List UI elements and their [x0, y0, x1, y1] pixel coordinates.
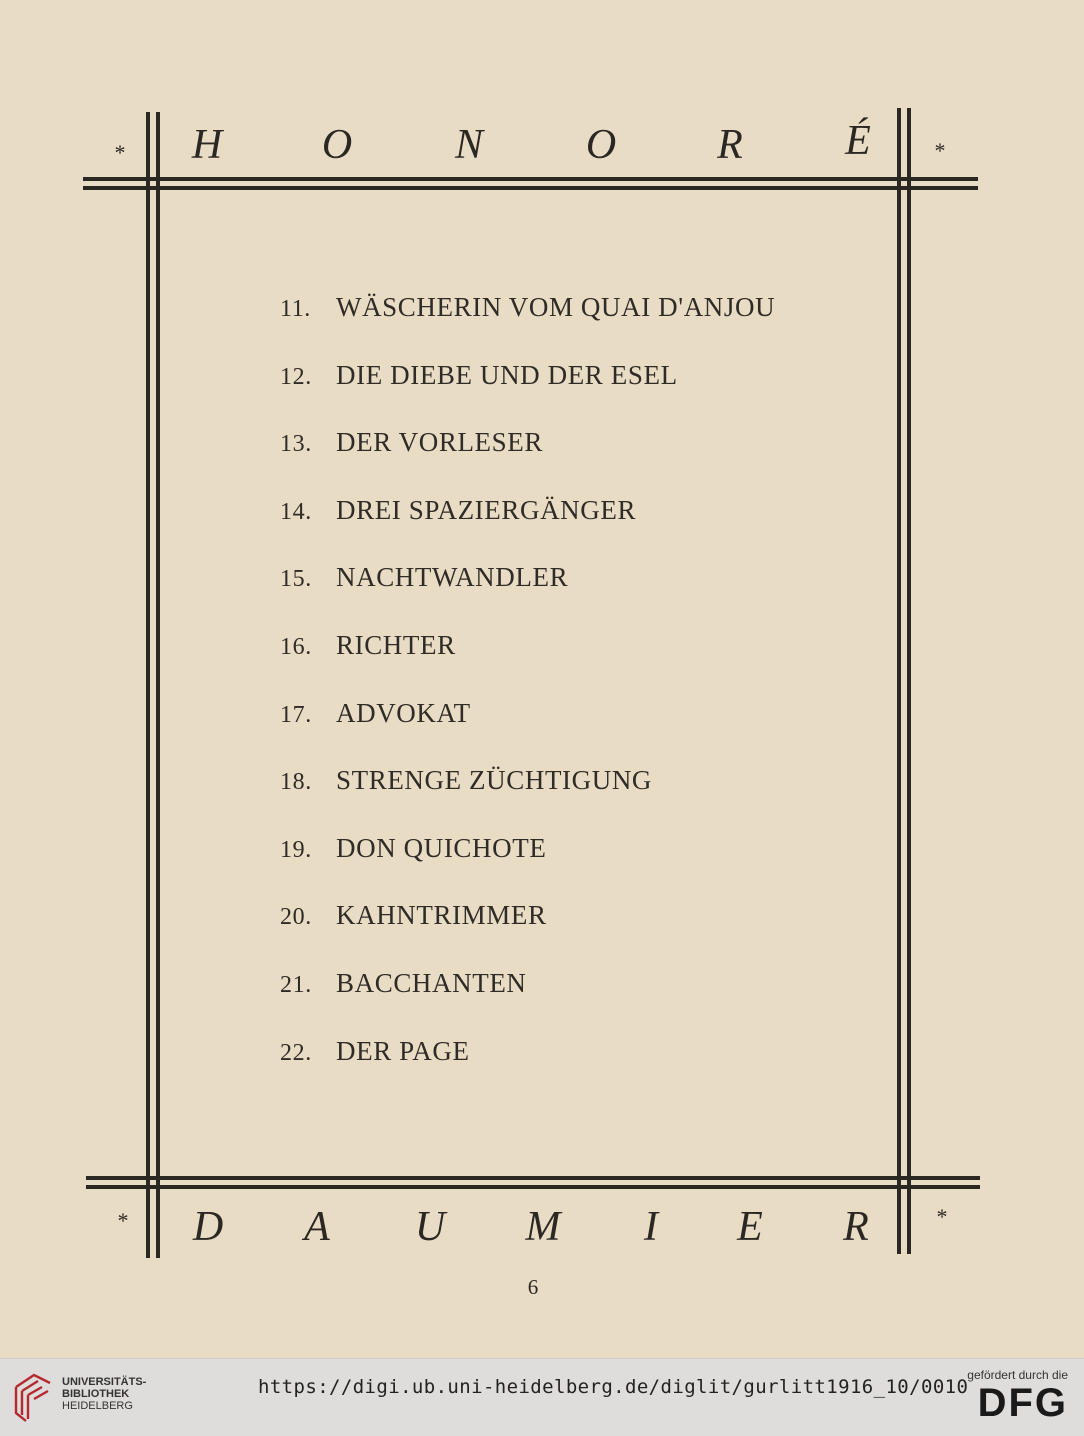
- page-url-link[interactable]: https://digi.ub.uni-heidelberg.de/diglit/gurlitt1916_10/0010: [258, 1376, 969, 1398]
- entry-title: ADVOKAT: [336, 697, 471, 728]
- bottom-horizontal-rule-upper: [86, 1176, 980, 1180]
- footer-star-right: *: [936, 1204, 948, 1229]
- entry-title: DER PAGE: [336, 1035, 470, 1066]
- library-logo-icon[interactable]: [12, 1369, 54, 1425]
- entry-title: DON QUICHOTE: [336, 832, 547, 863]
- entry-number: 19.: [280, 836, 312, 863]
- page-number: 6: [527, 1275, 539, 1299]
- list-item: [280, 698, 775, 766]
- entry-number: 21.: [280, 971, 312, 998]
- footer-letter: E: [737, 1204, 763, 1250]
- bottom-horizontal-rule-lower: [86, 1185, 980, 1189]
- viewer-footer-bar: [0, 1358, 1084, 1436]
- entry-number: 18.: [280, 769, 312, 796]
- list-item: [280, 968, 775, 1036]
- footer-letter: D: [192, 1204, 224, 1250]
- entry-number: 20.: [280, 904, 312, 931]
- header-star-right: *: [934, 138, 946, 163]
- header-star-left: *: [114, 140, 126, 165]
- library-name-line: HEIDELBERG: [62, 1400, 133, 1412]
- entry-number: 16.: [280, 633, 312, 660]
- list-item: [280, 360, 775, 428]
- library-name-line: BIBLIOTHEK: [62, 1388, 130, 1400]
- entry-title: BACCHANTEN: [336, 967, 527, 998]
- header-letter: O: [585, 122, 617, 168]
- list-item: [280, 833, 775, 901]
- entry-title: RICHTER: [336, 629, 456, 660]
- list-item: [280, 900, 775, 968]
- list-item: [280, 495, 775, 563]
- top-horizontal-rule-upper: [83, 177, 978, 181]
- header-letter: O: [321, 122, 353, 168]
- funded-by-label: gefördert durch die: [967, 1368, 1068, 1382]
- list-item: [280, 1036, 775, 1104]
- left-vertical-rule-outer: [146, 112, 150, 1258]
- right-vertical-rule-outer: [907, 108, 911, 1254]
- footer-letter: M: [525, 1204, 561, 1250]
- library-name-line: UNIVERSITÄTS-: [62, 1376, 147, 1388]
- list-item: [280, 292, 775, 360]
- dfg-logo[interactable]: DFG: [977, 1381, 1068, 1425]
- contents-list: [280, 292, 775, 1103]
- top-horizontal-rule-lower: [83, 186, 978, 190]
- list-item: [280, 765, 775, 833]
- entry-number: 14.: [280, 498, 312, 525]
- entry-number: 11.: [280, 296, 311, 322]
- entry-title: KAHNTRIMMER: [336, 900, 547, 931]
- list-item: [280, 427, 775, 495]
- header-letter: H: [191, 122, 223, 168]
- list-item: [280, 562, 775, 630]
- entry-title: DER VORLESER: [336, 427, 543, 458]
- left-vertical-rule-inner: [156, 112, 160, 1258]
- library-name: [62, 1376, 146, 1412]
- footer-letter: R: [843, 1204, 869, 1250]
- entry-number: 13.: [280, 431, 312, 458]
- header-letter: R: [717, 122, 743, 168]
- header-letter: N: [454, 122, 484, 168]
- footer-letter: I: [644, 1204, 658, 1250]
- entry-number: 17.: [280, 701, 312, 728]
- list-item: [280, 630, 775, 698]
- footer-letter: A: [304, 1204, 330, 1250]
- footer-letter: U: [414, 1204, 446, 1250]
- entry-title: DIE DIEBE UND DER ESEL: [336, 359, 678, 390]
- entry-number: 12.: [280, 363, 312, 390]
- right-vertical-rule-inner: [897, 108, 901, 1254]
- entry-title: NACHTWANDLER: [336, 562, 569, 593]
- entry-title: DREI SPAZIERGÄNGER: [336, 494, 637, 525]
- entry-number: 22.: [280, 1039, 312, 1066]
- entry-number: 15.: [280, 566, 312, 593]
- header-letter: É: [845, 118, 871, 164]
- entry-title: STRENGE ZÜCHTIGUNG: [336, 765, 653, 796]
- footer-star-left: *: [117, 1208, 129, 1233]
- entry-title: WÄSCHERIN VOM QUAI D'ANJOU: [336, 292, 776, 322]
